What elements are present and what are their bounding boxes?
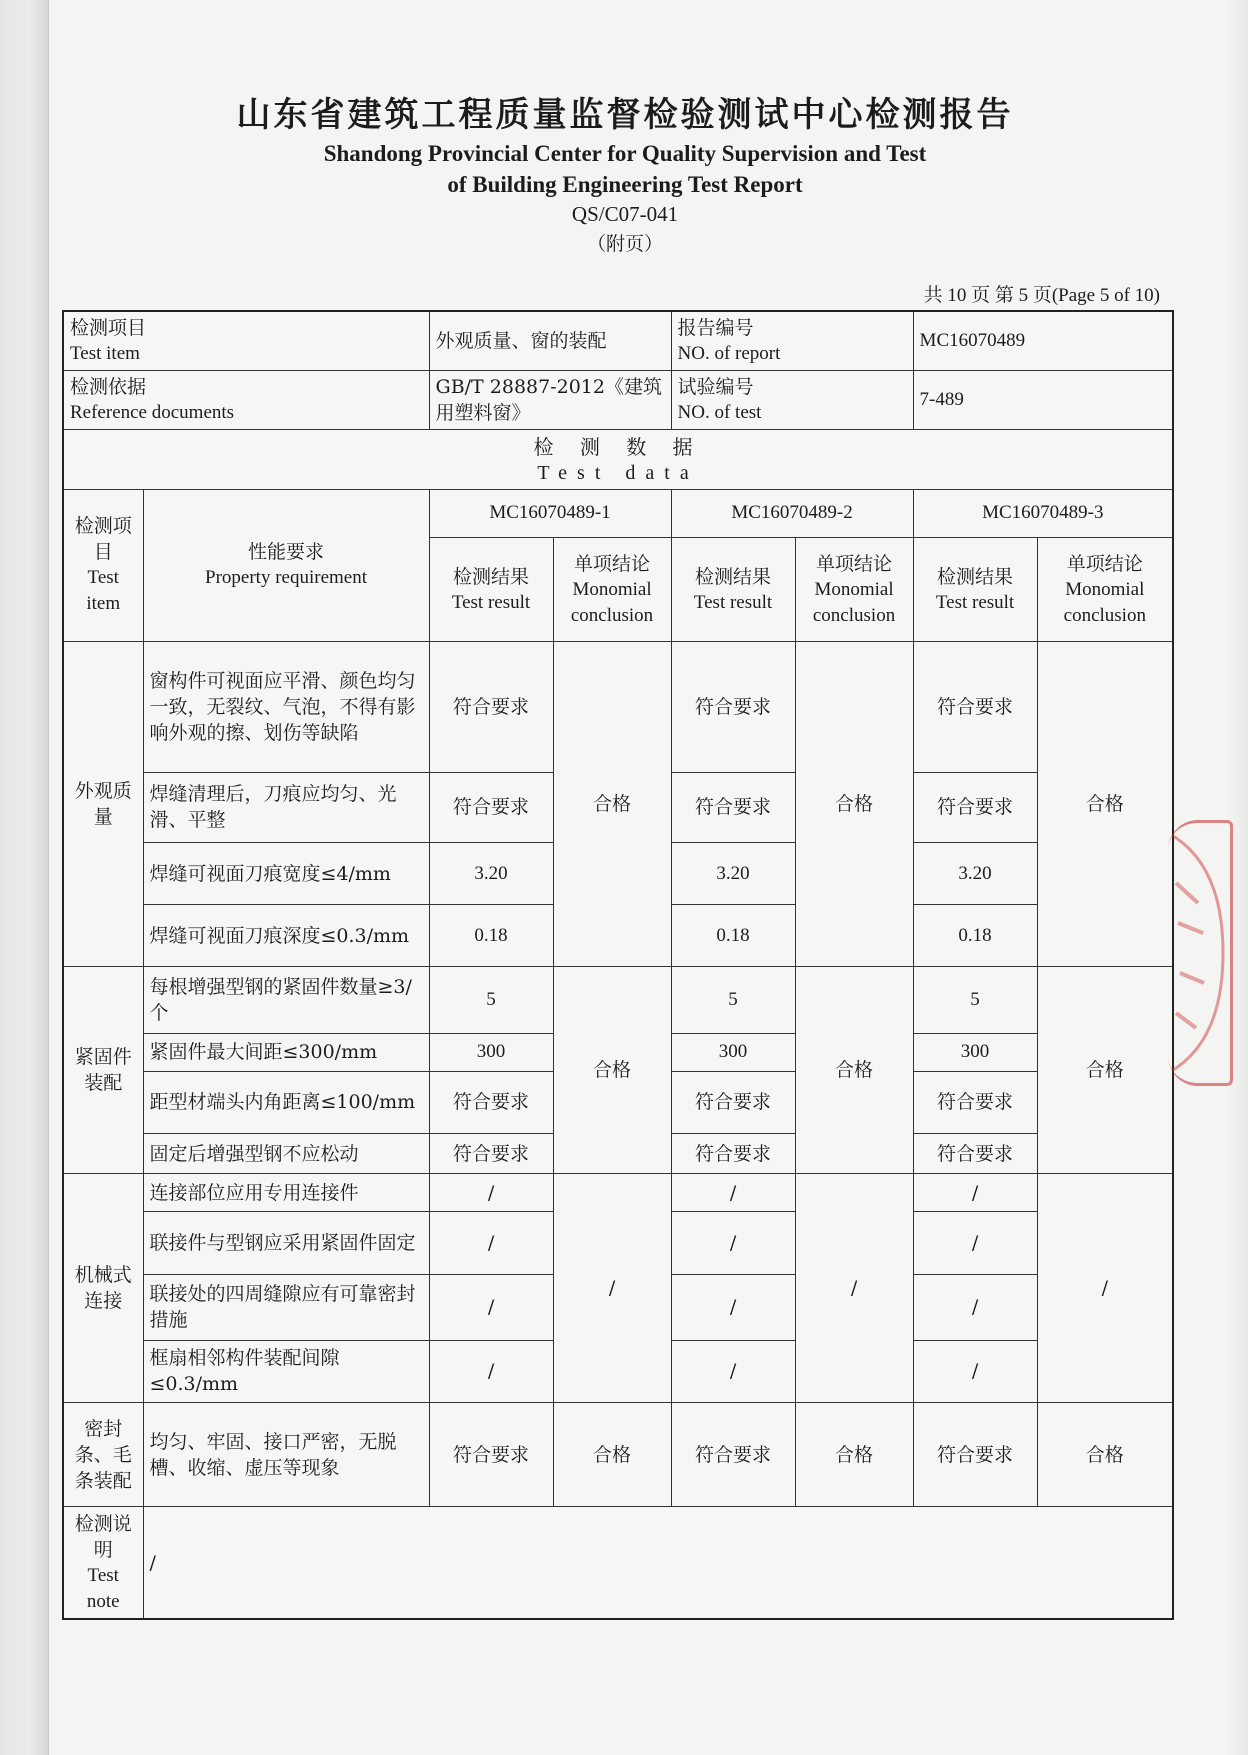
conclusion-cell: 合格 [1037,1403,1173,1507]
result-cell: 符合要求 [671,772,795,842]
appendix-label: （附页） [586,233,663,255]
result-cell: 符合要求 [671,1071,795,1133]
result-header: 检测结果 Test result [429,537,553,641]
result-cell: 符合要求 [913,1403,1037,1507]
conclusion-cell: / [553,1174,671,1403]
requirement-cell: 紧固件最大间距≤300/mm [143,1033,429,1071]
note-value: / [143,1507,1173,1619]
result-cell: 300 [429,1033,553,1071]
note-label: 检测说明 Test note [63,1507,143,1619]
info-row-2 [63,371,1173,430]
result-cell: 0.18 [671,905,795,967]
conclusion-cell: 合格 [553,967,671,1174]
requirement-cell: 框扇相邻构件装配间隙≤0.3/mm [143,1340,429,1402]
requirement-cell: 焊缝清理后，刀痕应均匀、光滑、平整 [143,772,429,842]
page-count: 共 10 页 第 5 页(Page 5 of 10) [923,285,1160,306]
result-header: 检测结果 Test result [671,537,795,641]
result-cell: 符合要求 [429,772,553,842]
requirement-cell: 距型材端头内角距离≤100/mm [143,1071,429,1133]
result-cell: 符合要求 [671,642,795,772]
requirement-cell: 联接处的四周缝隙应有可靠密封措施 [143,1274,429,1340]
test-no-label: 试验编号 NO. of test [671,371,913,430]
result-cell: / [913,1340,1037,1402]
result-cell: 300 [913,1033,1037,1071]
test-item-value: 外观质量、窗的装配 [429,311,671,371]
result-cell: / [913,1174,1037,1212]
title-cn: 山东省建筑工程质量监督检验测试中心检测报告 [236,95,1014,135]
result-cell: 5 [913,967,1037,1033]
result-cell: 300 [671,1033,795,1071]
table-row [63,1403,1173,1507]
sample-header-row [63,489,1173,537]
conclusion-cell: 合格 [795,642,913,967]
reference-label: 检测依据 Reference documents [63,371,429,430]
group-name: 密封条、毛条装配 [63,1403,143,1507]
result-cell: 符合要求 [429,1134,553,1174]
info-row-1 [63,311,1173,371]
requirement-column-header: 性能要求 Property requirement [143,489,429,642]
note-row [63,1507,1173,1619]
result-cell: 3.20 [913,842,1037,904]
report-table [62,310,1174,1620]
requirement-cell: 窗构件可视面应平滑、颜色均匀一致，无裂纹、气泡，不得有影响外观的擦、划伤等缺陷 [143,642,429,772]
test-item-label: 检测项目 Test item [63,311,429,371]
result-cell: / [671,1212,795,1274]
conclusion-header: 单项结论 Monomial conclusion [553,537,671,641]
requirement-cell: 均匀、牢固、接口严密，无脱槽、收缩、虚压等现象 [143,1403,429,1507]
result-cell: 符合要求 [913,1071,1037,1133]
result-cell: 0.18 [429,905,553,967]
result-cell: 5 [671,967,795,1033]
seal-stamp-graphic [1168,823,1230,1083]
conclusion-cell: 合格 [553,642,671,967]
sample-1-header: MC16070489-1 [429,489,671,537]
report-no-label: 报告编号 NO. of report [671,311,913,371]
result-cell: 符合要求 [671,1403,795,1507]
result-cell: / [429,1212,553,1274]
requirement-cell: 每根增强型钢的紧固件数量≥3/个 [143,967,429,1033]
requirement-cell: 连接部位应用专用连接件 [143,1174,429,1212]
conclusion-header: 单项结论 Monomial conclusion [1037,537,1173,641]
conclusion-cell: / [1037,1174,1173,1403]
table-row [63,1174,1173,1212]
result-cell: / [671,1274,795,1340]
result-cell: 符合要求 [913,1134,1037,1174]
sample-3-header: MC16070489-3 [913,489,1173,537]
result-cell: / [913,1212,1037,1274]
conclusion-cell: 合格 [553,1403,671,1507]
requirement-cell: 联接件与型钢应采用紧固件固定 [143,1212,429,1274]
group-name: 机械式连接 [63,1174,143,1403]
result-cell: / [429,1274,553,1340]
result-cell: / [913,1274,1037,1340]
group-name: 紧固件装配 [63,967,143,1174]
result-cell: 符合要求 [429,642,553,772]
result-cell: / [671,1340,795,1402]
sample-2-header: MC16070489-2 [671,489,913,537]
form-code: QS/C07-041 [571,202,679,226]
table-row [63,967,1173,1033]
requirement-cell: 固定后增强型钢不应松动 [143,1134,429,1174]
conclusion-cell: 合格 [1037,967,1173,1174]
conclusion-cell: 合格 [1037,642,1173,967]
test-item-column-header: 检测项目 Test item [63,489,143,642]
conclusion-cell: 合格 [795,967,913,1174]
result-cell: 5 [429,967,553,1033]
result-cell: 符合要求 [429,1403,553,1507]
result-cell: 符合要求 [913,642,1037,772]
result-cell: 3.20 [429,842,553,904]
conclusion-cell: / [795,1174,913,1403]
binding-edge [0,0,49,1755]
test-no-value: 7-489 [913,371,1173,430]
result-cell: / [429,1174,553,1212]
result-cell: / [671,1174,795,1212]
result-cell: 符合要求 [671,1134,795,1174]
test-data-title: 检 测 数 据 Test data [63,430,1173,489]
table-row [63,642,1173,772]
result-cell: 符合要求 [913,772,1037,842]
title-en-line2: of Building Engineering Test Report [447,172,803,197]
test-data-title-row [63,430,1173,489]
requirement-cell: 焊缝可视面刀痕宽度≤4/mm [143,842,429,904]
group-name: 外观质量 [63,642,143,967]
seal-stamp [1168,820,1233,1086]
conclusion-cell: 合格 [795,1403,913,1507]
report-header [160,92,1090,259]
requirement-cell: 焊缝可视面刀痕深度≤0.3/mm [143,905,429,967]
result-header: 检测结果 Test result [913,537,1037,641]
result-cell: 符合要求 [429,1071,553,1133]
report-no-value: MC16070489 [913,311,1173,371]
result-cell: / [429,1340,553,1402]
conclusion-header: 单项结论 Monomial conclusion [795,537,913,641]
result-cell: 3.20 [671,842,795,904]
result-cell: 0.18 [913,905,1037,967]
title-en-line1: Shandong Provincial Center for Quality Supervision and Test [323,141,927,166]
reference-value: GB/T 28887-2012《建筑用塑料窗》 [429,371,671,430]
